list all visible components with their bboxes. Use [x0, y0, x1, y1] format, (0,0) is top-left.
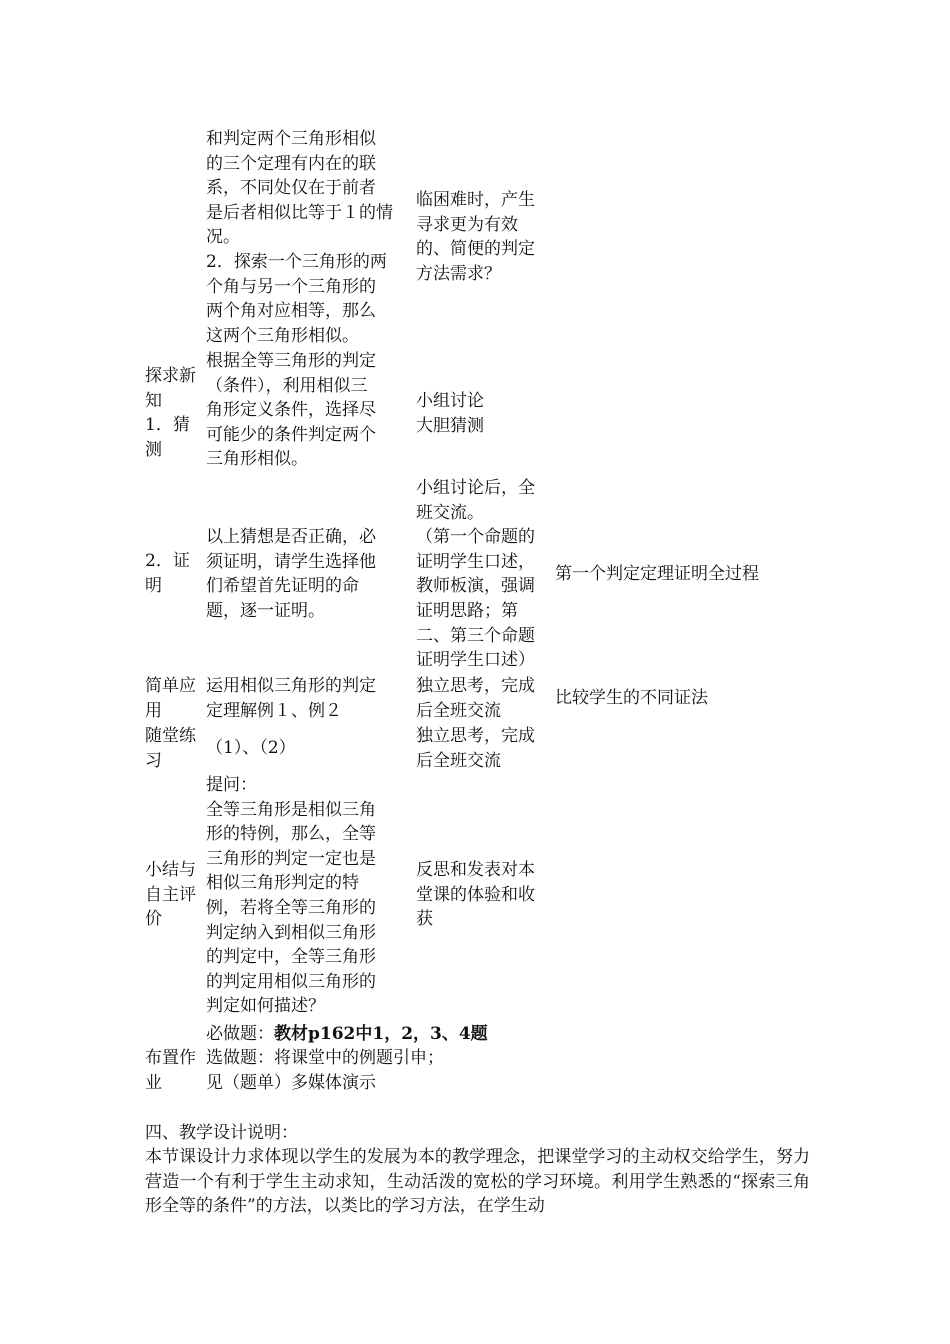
apply-stage-cell: 简单应 用 — [145, 676, 196, 721]
homework-optional-text: 选做题：将课堂中的例题引申； 见（题单）多媒体演示 — [206, 1048, 444, 1093]
prove-student-cell: 小组讨论后，全 班交流。 （第一个命题的 证明学生口述， 教师板演，强调 证明思路；第 二、第三个命题 证明学生口述） — [416, 478, 535, 671]
explore-student-cell: 小组讨论 大胆猜测 — [416, 391, 484, 436]
summary-content-cell: 提问： 全等三角形是相似三角 形的特例，那么，全等 三角形的判定一定也是 相似三角形判定的特 例，若将全等三角形的 判定纳入到相似三角形 的判定中，全等三角形 的判定用相似三角形的 判定如何描述？ — [206, 775, 376, 1017]
homework-stage-cell: 布置作 业 — [145, 1048, 196, 1093]
summary-stage-cell: 小结与 自主评 价 — [145, 860, 196, 930]
section-paragraph: 本节课设计力求体现以学生的发展为本的教学理念，把课堂学习的主动权交给学生，努力营造一个有利于学生主动求知，生动活泼的宽松的学习环境。利用学生熟悉的“探索三角形全等的条件”的方法，以类比的学习方法，在学生动 — [145, 1147, 810, 1217]
section-heading: 四、教学设计说明： — [145, 1123, 298, 1143]
practice-content-cell: （1）、（2） — [206, 738, 296, 758]
apply-content-cell: 运用相似三角形的判定 定理解例１、例２ — [206, 676, 376, 721]
required-textbook-items: 教材p162中1，2，3、4题 — [274, 1024, 488, 1044]
summary-student-cell: 反思和发表对本 堂课的体验和收 获 — [416, 860, 535, 930]
apply-student-cell: 独立思考，完成 后全班交流 — [416, 676, 535, 721]
prove-intent-cell: 第一个判定定理证明全过程 — [555, 564, 759, 584]
practice-student-cell: 独立思考，完成 后全班交流 — [416, 726, 535, 771]
required-prefix: 必做题： — [206, 1024, 274, 1044]
prove-content-cell: 以上猜想是否正确，必 须证明，请学生选择他 们希望首先证明的命 题，逐一证明。 — [206, 527, 376, 621]
practice-stage-cell: 随堂练 习 — [145, 726, 196, 771]
prove-stage-cell: 2．证 明 — [145, 551, 190, 596]
homework-required-line — [206, 1022, 526, 1047]
explore-stage-cell: 探求新 知 1．猜 测 — [145, 366, 196, 460]
continued-content-cell: 和判定两个三角形相似 的三个定理有内在的联 系，不同处仅在于前者 是后者相似比等于１的情 况。 2．探索一个三角形的两 个角与另一个三角形的 两个角对应相等，那么 这两个三角形相似。 — [206, 129, 393, 346]
continued-student-cell: 临困难时，产生 寻求更为有效 的、简便的判定 方法需求？ — [416, 190, 535, 284]
explore-content-cell: 根据全等三角形的判定 （条件），利用相似三 角形定义条件，选择尽 可能少的条件判定两个 三角形相似。 — [206, 351, 376, 470]
apply-intent-cell: 比较学生的不同证法 — [555, 688, 708, 708]
